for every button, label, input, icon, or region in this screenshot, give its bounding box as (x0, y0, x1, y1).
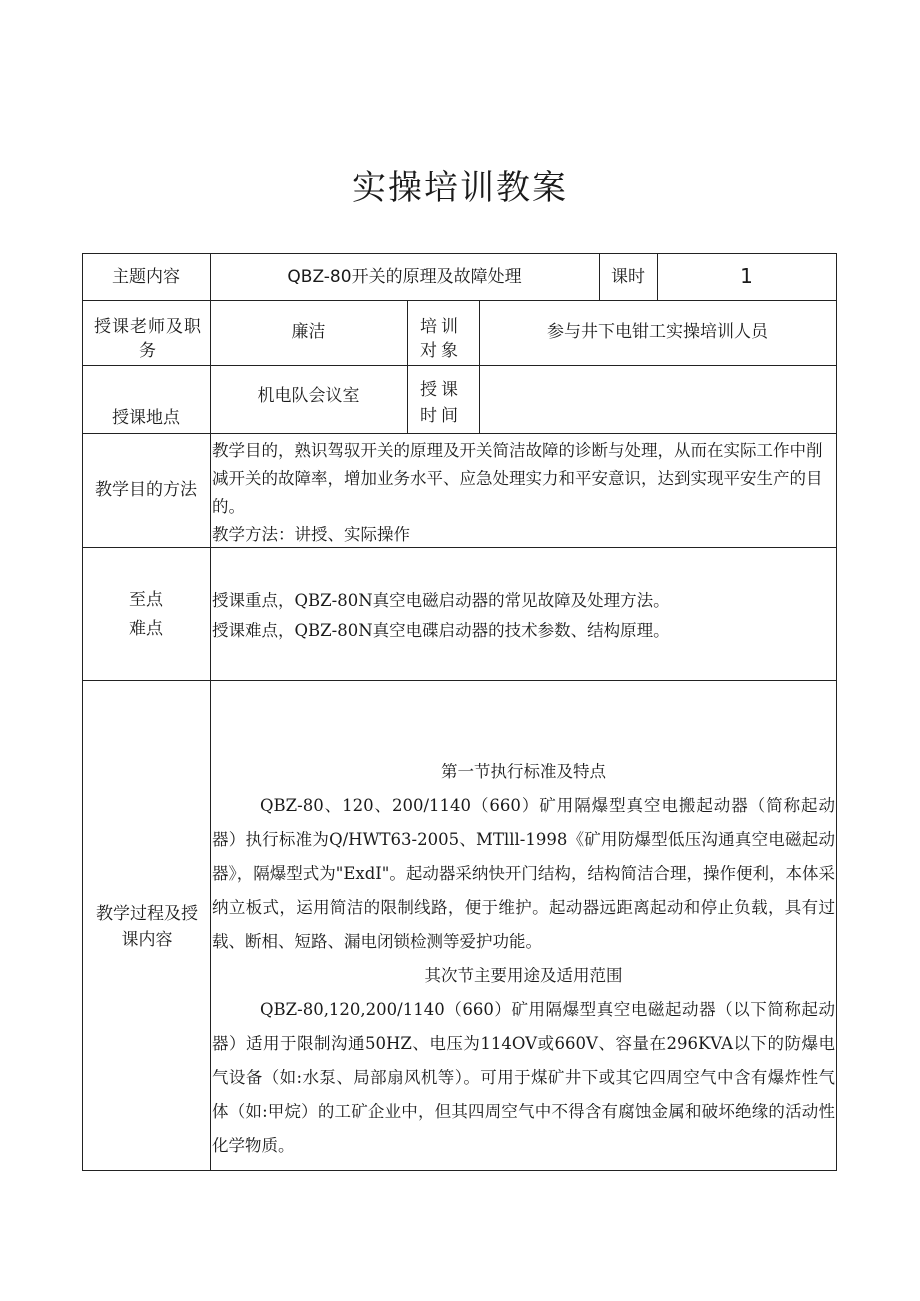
topic-label: 主题内容 (112, 267, 180, 287)
page-title: 实操培训教案 (352, 168, 568, 208)
key-point: 授课重点，QBZ-80N真空电磁启动器的常见故障及处理方法。 (212, 591, 670, 610)
place-value: 机电队会议室 (257, 386, 360, 406)
table-rule (82, 365, 837, 366)
key-difficulty-label-2: 难点 (129, 619, 163, 639)
audience-label: 培训对象 (420, 317, 462, 361)
difficulty-point: 授课难点，QBZ-80N真空电碟启动器的技术参数、结构原理。 (212, 621, 670, 640)
teacher-value: 廉洁 (291, 322, 326, 342)
place-label: 授课地点 (112, 408, 180, 428)
lesson-plan-table (82, 253, 837, 1171)
table-rule (82, 300, 837, 301)
key-difficulty-content (212, 586, 835, 646)
purpose-method-label: 教学目的方法 (95, 480, 197, 500)
teacher-label: 授课老师及职务 (94, 317, 202, 361)
hours-value: 1 (740, 264, 753, 288)
process-content (212, 755, 835, 1163)
table-rule (82, 253, 83, 1171)
section2-title: 其次节主要用途及适用范围 (424, 966, 623, 985)
hours-label: 课时 (611, 267, 645, 287)
section2-text: QBZ-80,120,200/1140（660）矿用隔爆型真空电磁起动器（以下简称起动器）适用于限制沟通50HZ、电压为114OV或660V、容量在296KVA以下的防爆电气设备（如:水泵、局部扇风机等）。可用于煤矿井下或其它四周空气中含有爆炸性气体（如:甲烷）的工矿企业中，但其四周空气中不得含有腐蚀金属和破坏绝缘的活动性化学物质。 (212, 1000, 835, 1155)
section1-text: QBZ-80、120、200/1140（660）矿用隔爆型真空电搬起动器（简称起动器）执行标准为Q/HWT63-2005、MTlll-1998《矿用防爆型低压沟通真空电磁起动器》，隔爆型式为"ExdI"。起动器采纳快开门结构，结构简洁合理，操作便利，本体采纳立板式，运用简洁的限制线路，便于维护。起动器远距离起动和停止负载，具有过载、断相、短路、漏电闭锁检测等爱护功能。 (212, 796, 835, 951)
audience-value: 参与井下电钳工实操培训人员 (547, 322, 768, 342)
purpose-method-content (212, 437, 835, 549)
table-rule (82, 253, 837, 254)
table-rule (82, 680, 837, 681)
time-label: 授课时间 (420, 380, 462, 426)
table-rule (82, 433, 837, 434)
key-difficulty-label-1: 至点 (129, 590, 163, 610)
table-rule (836, 253, 837, 1171)
process-content-label: 教学过程及授课内容 (96, 904, 198, 950)
table-rule (407, 300, 408, 433)
topic-value: QBZ-80开关的原理及故障处理 (287, 267, 522, 287)
teaching-purpose: 教学目的，熟识驾驭开关的原理及开关简洁故障的诊断与处理，从而在实际工作中削减开关的故障率，增加业务水平、应急处理实力和平安意识，达到实现平安生产的目的。 (212, 441, 823, 516)
teaching-method: 教学方法：讲授、实际操作 (212, 525, 410, 544)
section1-title: 第一节执行标准及特点 (441, 762, 606, 781)
table-rule (82, 1170, 837, 1171)
